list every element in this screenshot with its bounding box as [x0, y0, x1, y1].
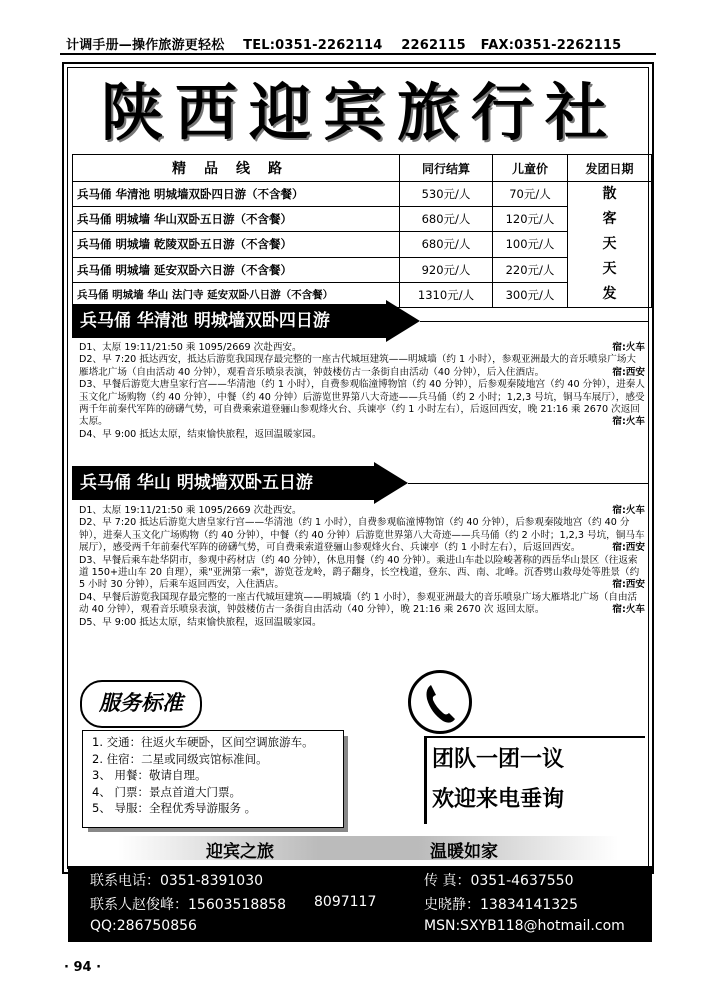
service-list: [92, 734, 342, 817]
day-text: D3、早餐后乘车赴华阴市，参观中药材店（约 40 分钟），休息用餐（约 40 分钟）。乘进山车赴以险峻著称的西岳华山景区（往返索道 150+进山车 20 自理），乘"亚洲第一索"，游览苍龙岭，鹞子翻身，长空栈道，登东、西、南、北峰。沉香劈山救母处等胜景（约 5 小时 30 分钟），后乘车返回西安，入住酒店。: [79, 554, 640, 591]
stay-label: 宿:火车: [612, 416, 645, 428]
header-divider: [60, 53, 656, 55]
price-table-header: [73, 155, 652, 182]
tour2-banner: 兵马俑 华山 明城墙双卧五日游: [72, 466, 374, 500]
contact-phone: 联系电话：0351-8391030: [90, 873, 264, 889]
col-child: 儿童价: [493, 155, 568, 182]
departure-char: 天: [602, 236, 617, 252]
child-price: 100元/人: [493, 232, 568, 257]
adult-price: 1310元/人: [400, 282, 493, 307]
contact-msn: MSN:SXYB118@hotmail.com: [424, 918, 625, 934]
child-price: 220元/人: [493, 257, 568, 282]
header-tel2: 2262115: [401, 38, 466, 53]
slogan-right: 温暖如家: [430, 842, 498, 862]
itinerary-day: [79, 342, 645, 354]
itinerary-day: [79, 555, 645, 592]
table-row: [73, 207, 652, 232]
slogan-left: 迎宾之旅: [206, 842, 274, 862]
route-name: 兵马俑 明城墙 华山 法门寺 延安双卧八日游（不含餐）: [73, 282, 400, 307]
page-number: · 94 ·: [64, 960, 102, 975]
service-standard-badge: 服务标准: [80, 680, 202, 728]
contact-panel: [68, 866, 652, 942]
child-price: 300元/人: [493, 282, 568, 307]
departure-char: 天: [602, 261, 617, 277]
list-item: 3、 用餐：敬请自理。: [92, 768, 207, 782]
day-text: D4、早 9:00 抵达太原，结束愉快旅程，返回温暖家园。: [79, 428, 322, 440]
day-text: D2、早 7:20 抵达后游览大唐皇家行宫——华清池（约 1 小时），自费参观临潼博物馆（约 40 分钟），后参观秦陵地宫（约 40 分钟），进秦人玉文化广场购物（约 40 分钟），中餐（约 40 分钟）后游览世界第八大奇迹——兵马俑（约 2 小时；1,2,3 号坑，铜马车展厅），感受两千年前秦代军阵的磅礴气势，可自费乘索道登骊山参观烽火台、兵谏亭（约 1 小时左右），后返回西安。: [79, 517, 645, 554]
list-item: 4、 门票：景点首道大门票。: [92, 784, 241, 799]
itinerary-day: [79, 354, 645, 379]
list-item: 2. 住宿：二星或同级宾馆标准间。: [92, 751, 268, 766]
col-adult: 同行结算: [400, 155, 493, 182]
day-text: D5、早 9:00 抵达太原，结束愉快旅程，返回温暖家园。: [79, 616, 322, 628]
itinerary-day: [79, 592, 645, 617]
list-item: 5、 导服：全程优秀导游服务 。: [92, 801, 257, 815]
adult-price: 680元/人: [400, 232, 493, 257]
itinerary-day: [79, 505, 645, 517]
table-row: [73, 182, 652, 207]
departure-char: 客: [602, 211, 617, 227]
tour1-banner: 兵马俑 华清池 明城墙双卧四日游: [72, 304, 386, 338]
stay-label: 宿:西安: [612, 542, 645, 554]
tour2-banner-line: [408, 483, 648, 484]
child-price: 120元/人: [493, 207, 568, 232]
header-slogan: 计调手册—操作旅游更轻松: [66, 38, 225, 53]
route-name: 兵马俑 明城墙 延安双卧六日游（不含餐）: [73, 257, 400, 282]
motto-line-1: 团队一团一议: [432, 747, 565, 772]
departure-note: [568, 182, 652, 308]
day-text: D1、太原 19:11/21:50 乘 1095/2669 次赴西安。: [79, 505, 302, 516]
day-text: D4、早餐后游览我国现存最完整的一座古代城垣建筑——明城墙（约 1 小时），参观亚洲最大的音乐喷泉广场大雁塔北广场（自由活动 40 分钟），观看音乐喷泉表演，钟鼓楼仿古一条街自由活动（40 分钟），晚 21:16 乘 2670 次 返回太原。: [79, 591, 638, 616]
table-row: [73, 232, 652, 257]
col-departure: 发团日期: [568, 155, 652, 182]
stay-label: 宿:火车: [612, 505, 645, 516]
stay-label: 宿:西安: [612, 366, 645, 378]
contact-qq: QQ:286750856: [90, 918, 197, 934]
price-table: [72, 154, 652, 308]
departure-char: 散: [602, 186, 617, 202]
page-header: [66, 34, 656, 53]
adult-price: 680元/人: [400, 207, 493, 232]
header-fax: FAX:0351-2262115: [480, 38, 622, 53]
slogan-band: [118, 836, 618, 860]
contact-person-1-ext: 8097117: [314, 894, 377, 910]
stay-label: 宿:西安: [612, 579, 645, 591]
route-name: 兵马俑 明城墙 乾陵双卧五日游（不含餐）: [73, 232, 400, 257]
itinerary-day: [79, 617, 645, 629]
motto-line-2: 欢迎来电垂询: [432, 787, 565, 812]
stay-label: 宿:火车: [612, 342, 645, 353]
adult-price: 530元/人: [400, 182, 493, 207]
tour2-itinerary: [79, 505, 645, 629]
itinerary-day: [79, 429, 645, 441]
phone-icon: [408, 670, 472, 734]
contact-person-1: 联系人赵俊峰：15603518858: [90, 897, 286, 913]
tour1-banner-line: [420, 321, 648, 322]
itinerary-day: [79, 517, 645, 554]
day-text: D1、太原 19:11/21:50 乘 1095/2669 次赴西安。: [79, 342, 302, 353]
col-route: 精品线路: [73, 155, 400, 182]
stay-label: 宿:火车: [612, 604, 645, 616]
adult-price: 920元/人: [400, 257, 493, 282]
table-row: [73, 257, 652, 282]
contact-fax: 传 真：0351-4637550: [424, 873, 574, 889]
day-text: D3、早餐后游览大唐皇家行宫——华清池（约 1 小时），自费参观临潼博物馆（约 40 分钟），后参观秦陵地宫（约 40 分钟），进秦人玉文化广场购物（约 40 分钟），中餐（约 40 分钟）后游览世界第八大奇迹——兵马俑（约 2 小时；1,2,3 号坑，铜马车展厅），感受两千年前秦代军阵的磅礴气势，可自费乘索道登骊山参观烽火台、兵谏亭（约 1 小时左右），后返回西安，晚 21:16 乘 2670 次返回太原。: [79, 379, 645, 428]
list-item: 1. 交通：往返火车硬卧，区间空调旅游车。: [92, 735, 314, 749]
itinerary-day: [79, 379, 645, 429]
departure-char: 发: [602, 286, 617, 302]
route-name: 兵马俑 明城墙 华山双卧五日游（不含餐）: [73, 207, 400, 232]
route-name: 兵马俑 华清池 明城墙双卧四日游（不含餐）: [73, 182, 400, 207]
day-text: D2、早 7:20 抵达西安，抵达后游览我国现存最完整的一座古代城垣建筑——明城墙（约 1 小时），参观亚洲最大的音乐喷泉广场大雁塔北广场（自由活动 40 分钟），观看音乐喷泉表演，钟鼓楼仿古一条街自由活动（40 分钟），后入住酒店。: [79, 354, 637, 378]
contact-person-2: 史晓静：13834141325: [424, 897, 578, 913]
tour1-itinerary: [79, 342, 645, 441]
child-price: 70元/人: [493, 182, 568, 207]
header-tel: TEL:0351-2262114: [243, 38, 383, 53]
agency-title: 陕西迎宾旅行社: [100, 76, 619, 149]
